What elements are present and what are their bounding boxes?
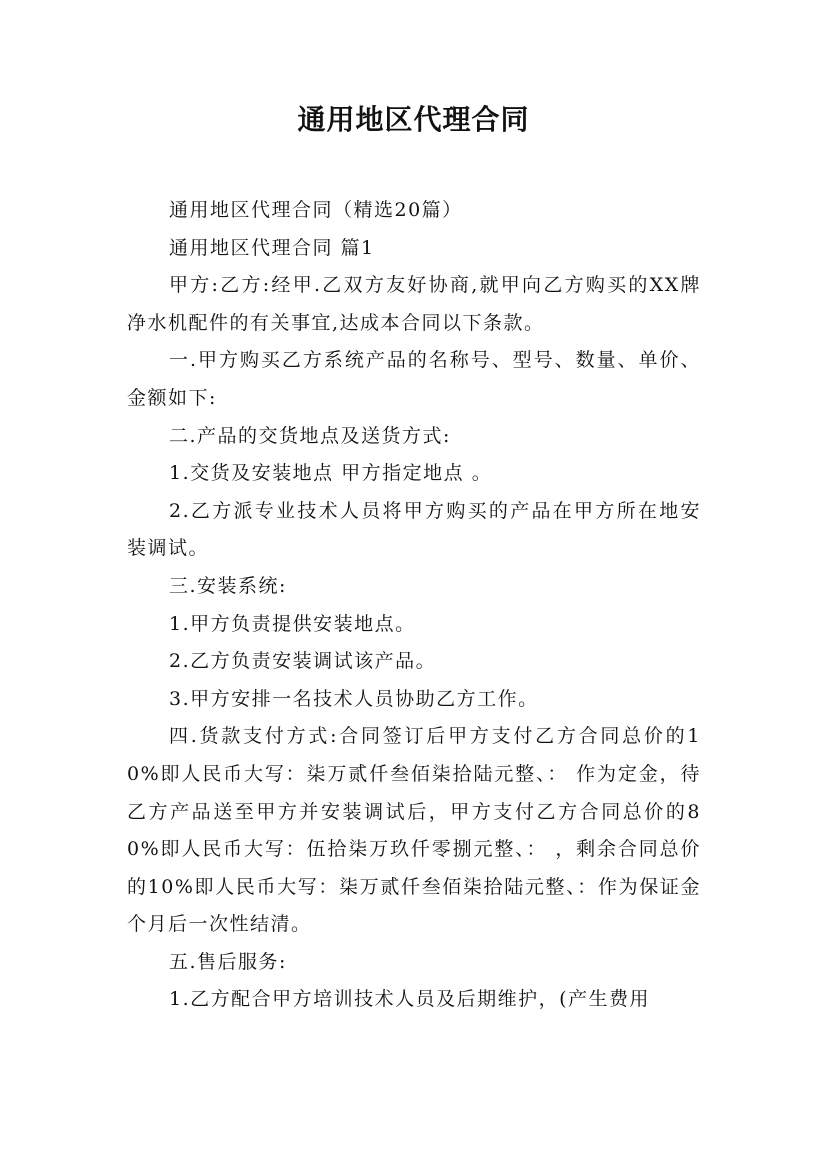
paragraph-clause-3-item-2: 2.乙方负责安装调试该产品。 bbox=[169, 650, 437, 673]
paragraph-section-heading: 通用地区代理合同 篇1 bbox=[169, 236, 375, 259]
paragraph-clause-5: 五.售后服务: bbox=[169, 950, 287, 973]
paragraph-clause-3: 三.安装系统: bbox=[169, 574, 287, 597]
paragraph-clause-2-item-1: 1.交货及安装地点 甲方指定地点 。 bbox=[169, 462, 493, 485]
document-body bbox=[127, 192, 701, 1019]
paragraph-clause-4-payment: 四.货款支付方式:合同签订后甲方支付乙方合同总价的10%即人民币大写：柒万贰仟叁佰柒拾陆元整、： 作为定金，待乙方产品送至甲方并安装调试后，甲方支付乙方合同总价的80%即人民币大写：伍拾柒万玖仟零捌元整、： ，剩余合同总价的10%即人民币大写：柒万贰仟叁佰柒拾陆元整、：作为保证金 个月后一次性结清。 bbox=[127, 725, 701, 936]
paragraph-clause-1: 一.甲方购买乙方系统产品的名称号、型号、数量、单价、金额如下: bbox=[127, 349, 701, 409]
paragraph-clause-3-item-3: 3.甲方安排一名技术人员协助乙方工作。 bbox=[169, 687, 539, 710]
paragraph-subtitle: 通用地区代理合同（精选20篇） bbox=[169, 199, 463, 221]
paragraph-parties: 甲方:乙方:经甲.乙双方友好协商,就甲向乙方购买的XX牌净水机配件的有关事宜,达成本合同以下条款。 bbox=[127, 274, 701, 334]
paragraph-clause-2-item-2: 2.乙方派专业技术人员将甲方购买的产品在甲方所在地安装调试。 bbox=[127, 499, 701, 560]
paragraph-clause-5-item-1: 1.乙方配合甲方培训技术人员及后期维护，(产生费用 bbox=[169, 988, 651, 1011]
paragraph-clause-3-item-1: 1.甲方负责提供安装地点。 bbox=[169, 612, 416, 635]
document-title: 通用地区代理合同 bbox=[297, 103, 530, 136]
paragraph-clause-2: 二.产品的交货地点及送货方式: bbox=[169, 424, 451, 447]
